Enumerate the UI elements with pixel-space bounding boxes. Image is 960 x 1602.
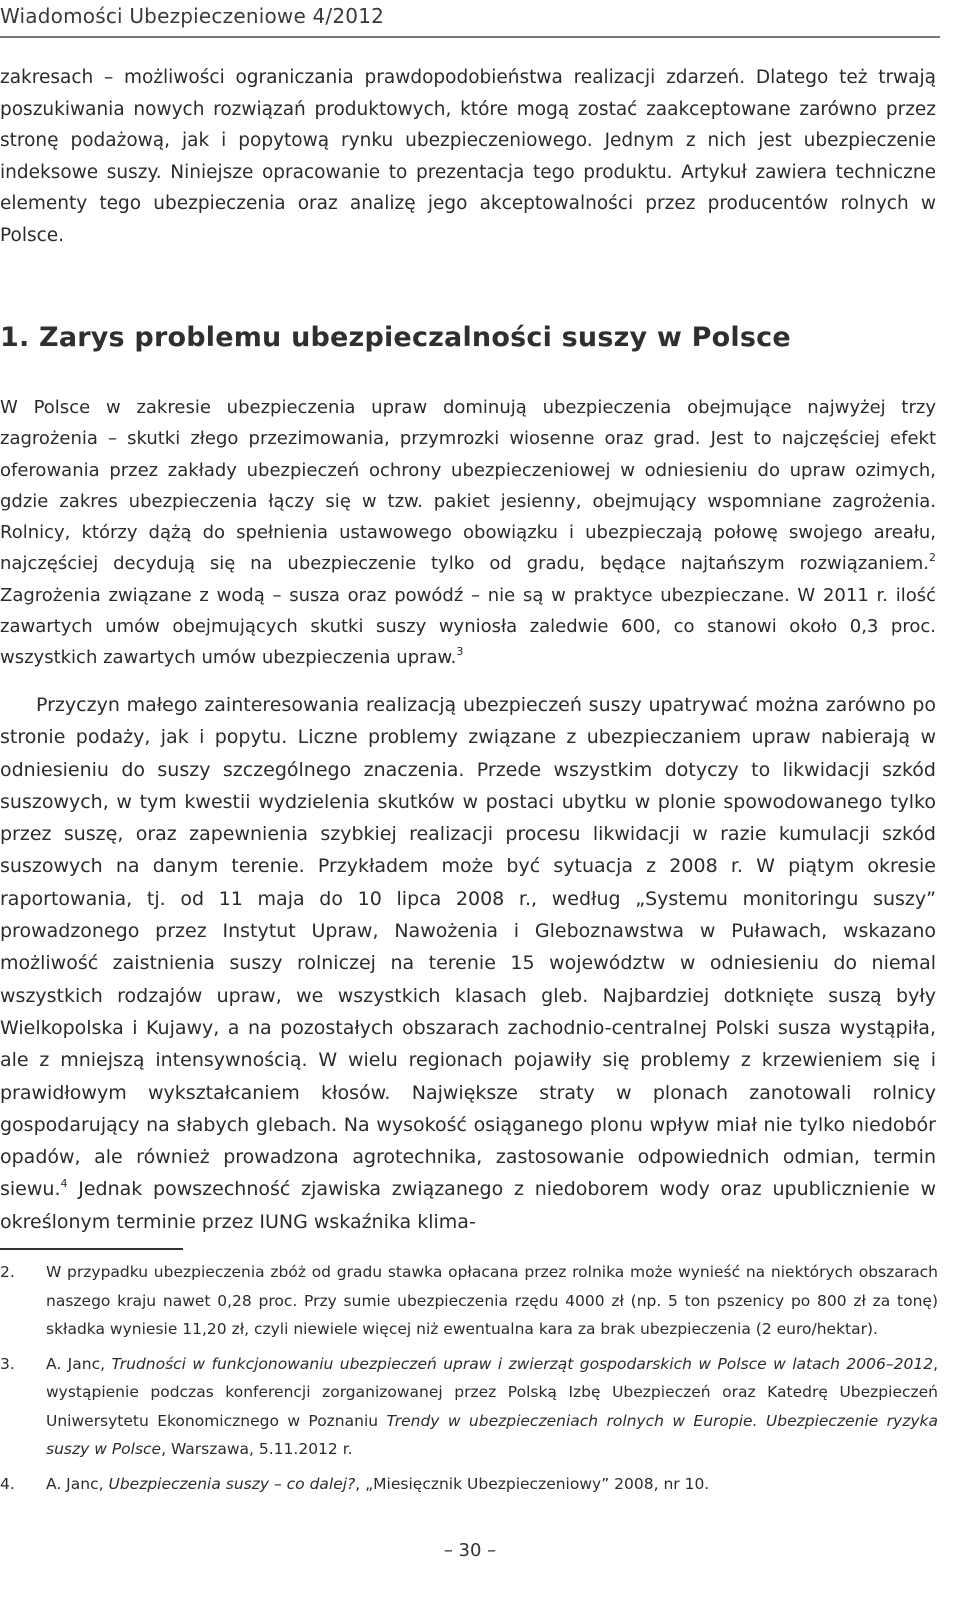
- paragraph-text: Przyczyn małego zainteresowania realizacją ubezpieczeń suszy upatrywać można zarówno po stronie podaży, jak i popytu. Liczne problemy związane z ubezpieczaniem upraw nabierają w odniesieniu do suszy szczególnego znaczenia. Przede wszystkim dotyczy to likwidacji szkód suszowych, w tym kwestii wydzielenia skutków w postaci ubytku w plonie spowodowanego tylko przez suszę, oraz zapewnienia szybkiej realizacji procesu likwidacji w razie kumulacji szkód suszowych na danym terenie. Przykładem może być sytuacja z 2008 r. W piątym okresie raportowania, tj. od 11 maja do 10 lipca 2008 r., według „Systemu monitoringu suszy” prowadzonego przez Instytut Upraw, Nawożenia i Gleboznawstwa w Puławach, wskazano możliwość zaistnienia suszy rolniczej na terenie 15 województw w odniesieniu do niemal wszystkich rodzajów upraw, we wszystkich klasach gleb. Najbardziej dotknięte suszą były Wielkopolska i Kujawy, a na pozostałych obszarach zachodnio-centralnej Polski susza wystąpiła, ale z mniejszą intensywnością. W wielu regionach pojawiły się problemy z krzewieniem się i prawidłowym wykształcaniem kłosów. Największe straty w plonach zanotowali rolnicy gospodarujący na słabych glebach. Na wysokość osiąganego plonu wpływ miał nie tylko niedobór opadów, ale również prowadzona agrotechnika, zastosowanie odpowiednich odmian, termin siewu.: [0, 694, 936, 1201]
- footnote-text: W przypadku ubezpieczenia zbóż od gradu stawka opłacana przez rolnika może wynieść na niektórych obszarach naszego kraju nawet 0,28 proc. Przy sumie ubezpieczenia rzędu 4000 zł (np. 5 ton pszenicy po 800 zł za tonę) składka wyniesie 11,20 zł, czyli niewiele więcej niż ewentualna kara za brak ubezpieczenia (2 euro/hektar).: [46, 1263, 938, 1338]
- paragraph-section-1: [0, 392, 936, 674]
- footnote-text: [46, 1350, 938, 1464]
- footnote-2: [0, 1258, 938, 1344]
- footnote-author: A. Janc,: [46, 1474, 109, 1493]
- footnote-ref-2[interactable]: 2: [929, 551, 936, 565]
- page-number: – 30 –: [443, 1540, 497, 1561]
- footnotes: [0, 1258, 938, 1504]
- footnote-ref-4[interactable]: 4: [60, 1177, 68, 1191]
- footnote-mid: , wystąpienie podczas konferencji zorganizowanej przez Polską Izbę Ubezpieczeń oraz Katedrę Ubezpieczeń Uniwersytetu Ekonomicznego w Poznaniu: [46, 1354, 938, 1430]
- footnote-number: 2.: [0, 1263, 15, 1281]
- paragraph-intro: zakresach – możliwości ograniczania prawdopodobieństwa realizacji zdarzeń. Dlatego też trwają poszukiwania nowych rozwiązań produktowych, które mogą zostać zaakceptowane zarówno przez stronę podażową, jak i popytową rynku ubezpieczeniowego. Jednym z nich jest ubezpieczenie indeksowe suszy. Niniejsze opracowanie to prezentacja tego produktu. Artykuł zawiera techniczne elementy tego ubezpieczenia oraz analizę jego akceptowalności przez producentów rolnych w Polsce.: [0, 67, 936, 246]
- paragraph-text: W Polsce w zakresie ubezpieczenia upraw dominują ubezpieczenia obejmujące najwyżej trzy zagrożenia – skutki złego przezimowania, przymrozki wiosenne oraz grad. Jest to najczęściej efekt oferowania przez zakłady ubezpieczeń ochrony ubezpieczeniowej w odniesieniu do upraw ozimych, gdzie zakres ubezpieczenia łączy się w tzw. pakiet jesienny, obejmujący wspomniane zagrożenia. Rolnicy, którzy dążą do spełnienia ustawowego obowiązku i ubezpieczają połowę swojego areału, najczęściej decydują się na ubezpieczenie tylko od gradu, będące najtańszym rozwiązaniem.: [0, 397, 936, 575]
- footnote-end: , „Miesięcznik Ubezpieczeniowy” 2008, nr 10.: [355, 1474, 710, 1493]
- footnote-3: [0, 1350, 938, 1464]
- paragraph-text: Zagrożenia związane z wodą – susza oraz powódź – nie są w praktyce ubezpieczane. W 2011 r. ilość zawartych umów obejmujących skutki suszy wyniosła zaledwie 600, co stanowi około 0,3 proc. wszystkich zawartych umów ubezpieczenia upraw.: [0, 584, 936, 669]
- footnote-4: [0, 1470, 938, 1499]
- footnote-end: , Warszawa, 5.11.2012 r.: [161, 1440, 353, 1458]
- header-rule: [0, 36, 940, 38]
- footnote-ref-3[interactable]: 3: [456, 645, 464, 659]
- paragraph-text: Jednak powszechność zjawiska związanego z niedoborem wody oraz upublicznienie w określonym terminie przez IUNG wskaźnika klima-: [0, 1178, 936, 1233]
- footnote-title: Trudności w funkcjonowaniu ubezpieczeń upraw i zwierząt gospodarskich w Polsce w latach 2006–2012: [111, 1354, 934, 1373]
- footnote-number: 4.: [0, 1474, 15, 1493]
- footnote-conference: Trendy w ubezpieczeniach rolnych w Europie. Ubezpieczenie ryzyka suszy w Polsce: [46, 1411, 938, 1458]
- footnote-title: Ubezpieczenia suszy – co dalej?: [108, 1474, 356, 1493]
- footnote-rule: [0, 1248, 183, 1250]
- footnote-number: 3.: [0, 1354, 15, 1373]
- running-title: Wiadomości Ubezpieczeniowe 4/2012: [0, 4, 385, 28]
- footnote-text: [46, 1470, 938, 1499]
- paragraph-section-2: [0, 689, 936, 1238]
- footnote-author: A. Janc,: [46, 1354, 112, 1373]
- section-title: 1. Zarys problemu ubezpieczalności suszy w Polsce: [0, 322, 791, 353]
